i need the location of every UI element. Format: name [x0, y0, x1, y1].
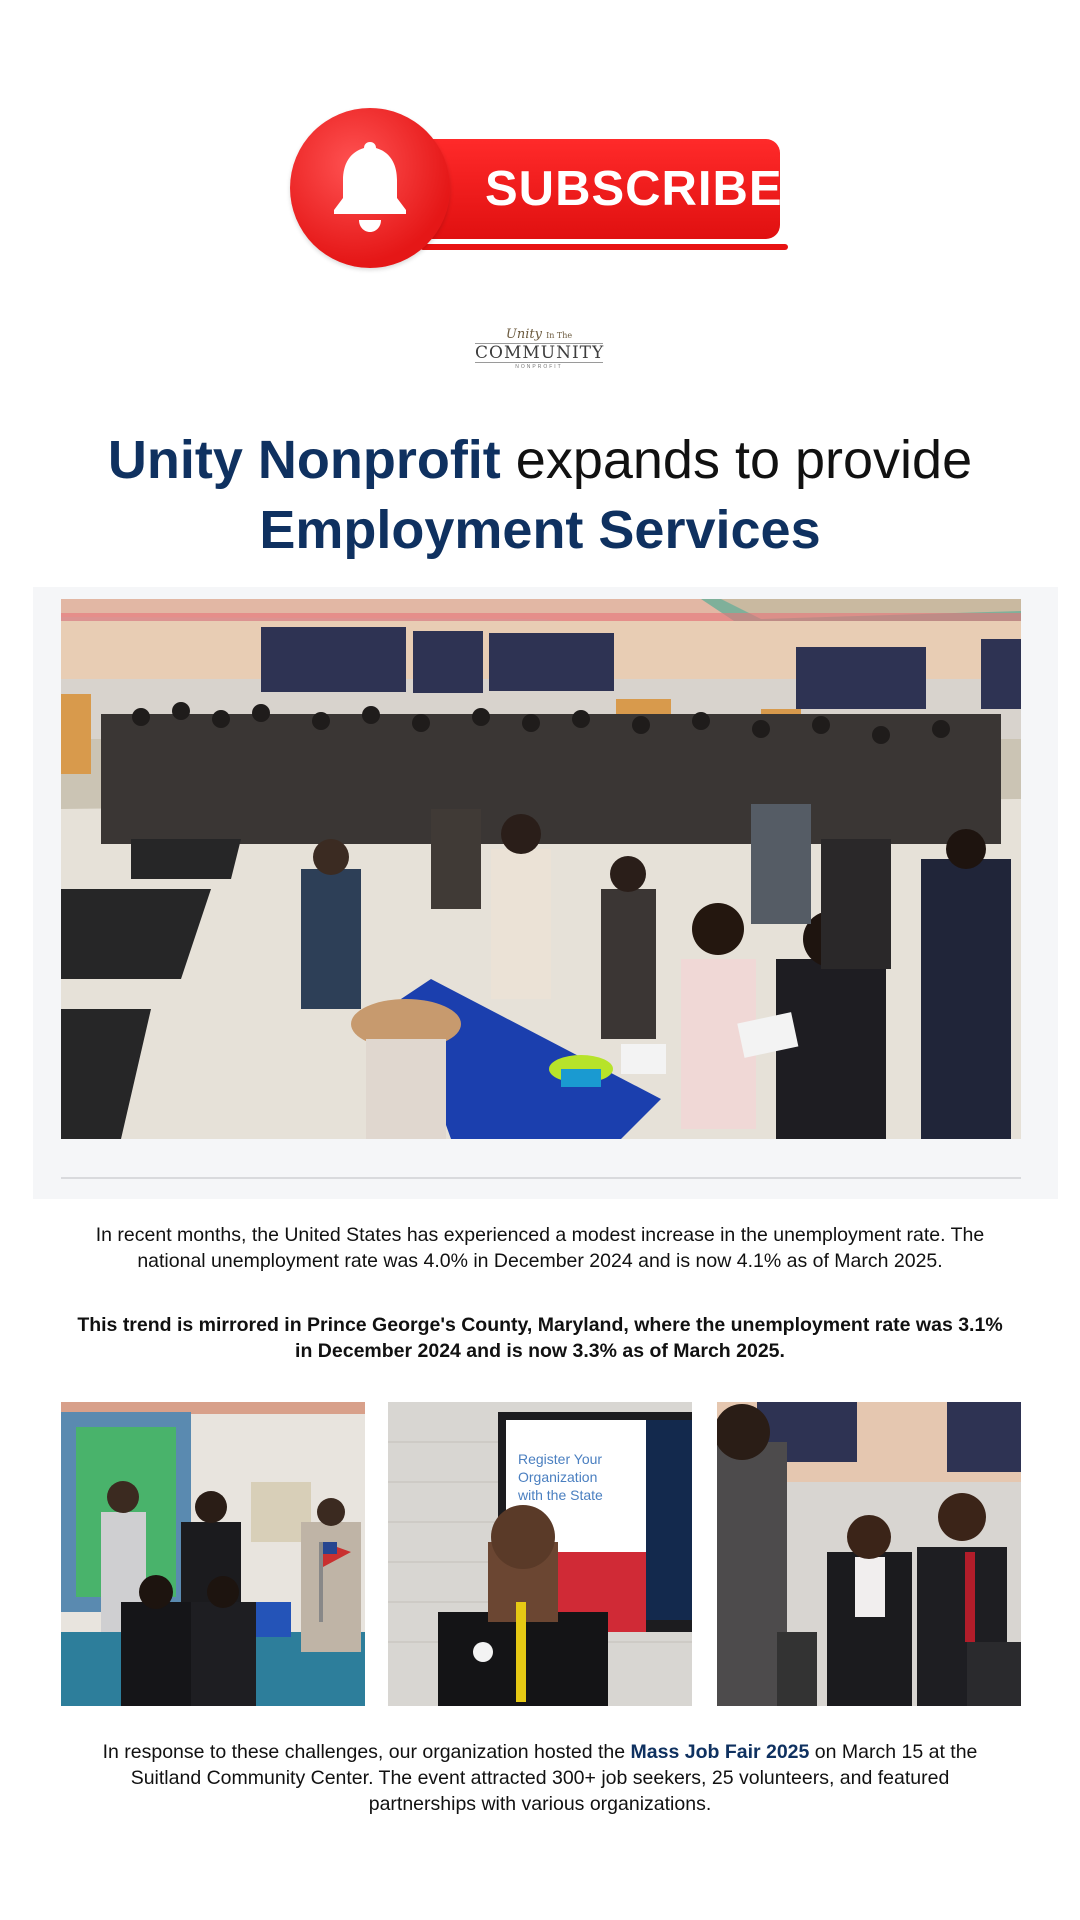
thumbnail-photo-1[interactable] [61, 1402, 365, 1706]
title-org: Unity Nonprofit [107, 430, 501, 490]
job-fair-link[interactable]: Mass Job Fair 2025 [630, 1741, 810, 1763]
bell-icon [326, 138, 414, 238]
job-fair-scene [61, 599, 1021, 1139]
thumb1-scene [61, 1402, 365, 1706]
section-divider [61, 1177, 1021, 1179]
svg-text:with the State: with the State [518, 1487, 603, 1503]
logo-word: COMMUNITY [475, 343, 605, 363]
title-service: Employment Services [259, 500, 821, 560]
unity-logo [475, 328, 603, 376]
thumbnail-photo-2[interactable] [388, 1402, 692, 1706]
subscribe-underline [420, 244, 788, 250]
subscribe-label: SUBSCRIBE [485, 162, 783, 216]
event-paragraph [75, 1739, 1005, 1817]
county-paragraph: This trend is mirrored in Prince George's County, Maryland, where the unemployment rate was 3.1% in December 2024 and is now 3.3% as of March 2025. [77, 1314, 1003, 1362]
job-fair-photo[interactable] [61, 599, 1021, 1139]
thumb2-scene [388, 1402, 692, 1706]
bell-circle [290, 108, 450, 268]
screen-title: Register Your [518, 1451, 603, 1467]
subscribe-button[interactable] [290, 108, 795, 273]
event-text-after: on March 15 at the Suitland Community Center. The event attracted 300+ job seekers, 25 volunteers, and featured partnerships with various organizations. [130, 1741, 978, 1815]
hero-panel [33, 587, 1058, 1199]
logo-script: Unity In The [505, 327, 573, 342]
intro-paragraph: In recent months, the United States has experienced a modest increase in the unemployment rate. The national unemployment rate was 4.0% in December 2024 and is now 4.1% as of March 2025. [95, 1224, 985, 1272]
thumb3-scene [717, 1402, 1021, 1706]
svg-text:Organization: Organization [518, 1469, 598, 1485]
title-middle: expands to provide [500, 430, 973, 490]
event-text-before: In response to these challenges, our organization hosted the [102, 1741, 631, 1763]
thumbnail-photo-3[interactable] [717, 1402, 1021, 1706]
logo-sub: NONPROFIT [515, 364, 563, 370]
page-title [40, 425, 1040, 565]
